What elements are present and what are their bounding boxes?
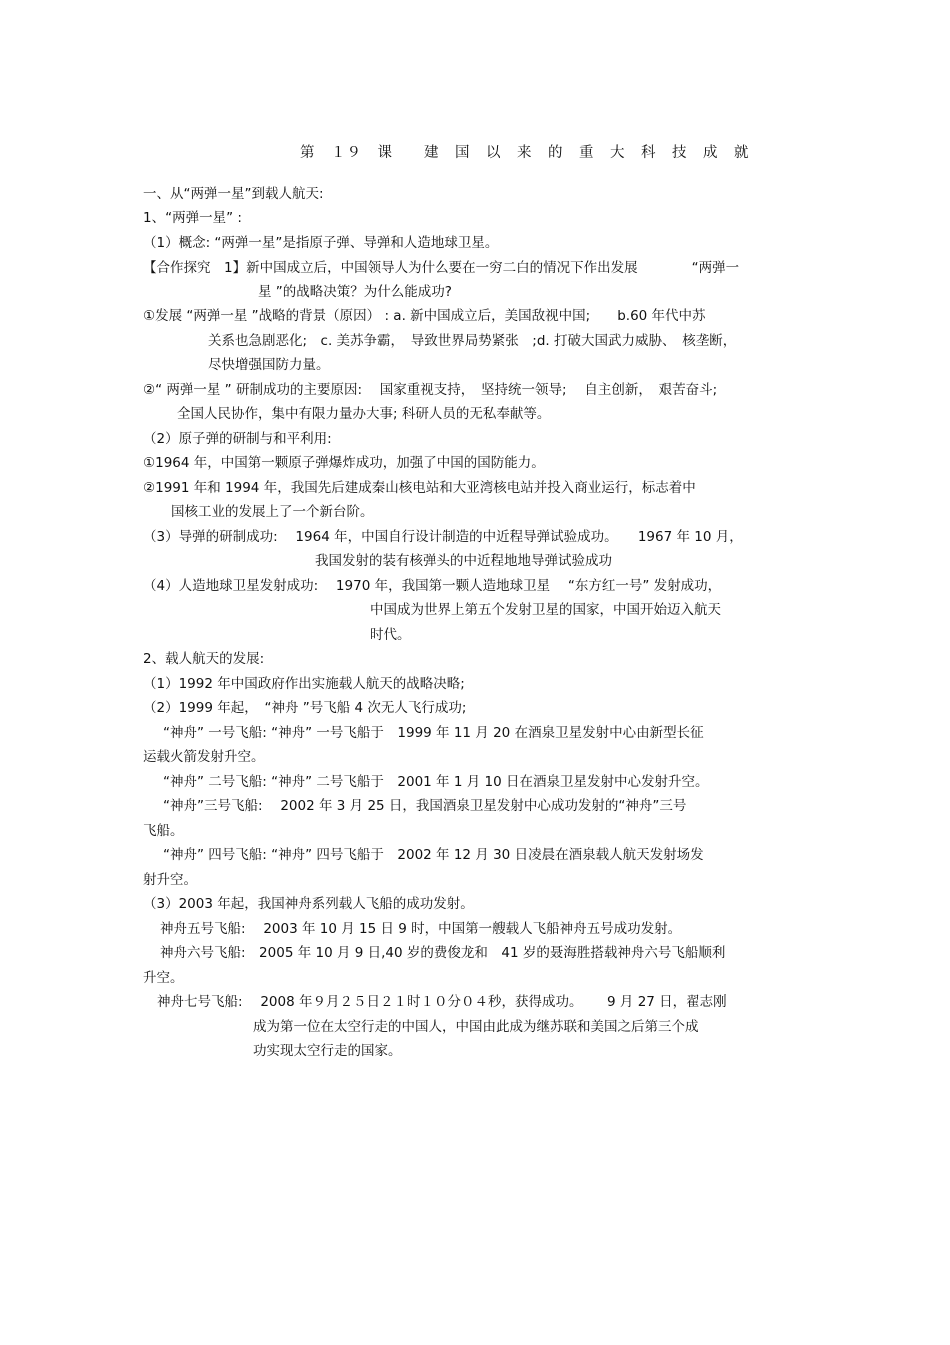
text-line: 星 ”的战略决策？为什么能成功? (258, 284, 452, 300)
text-line: 功实现太空行走的国家。 (253, 1043, 402, 1059)
text-line: 神舟七号飞船: 2008 年９月２５日２１时１０分０４秒，获得成功。 9 月 27 日，翟志刚 (157, 994, 727, 1010)
text-line: 关系也急剧恶化; c. 美苏争霸， 导致世界局势紧张 ;d. 打破大国武力威胁、 核垄断， (208, 333, 737, 349)
text-line: 射升空。 (143, 872, 197, 888)
text-line: （1）1992 年中国政府作出实施载人航天的战略决略; (143, 676, 465, 692)
text-line: 国核工业的发展上了一个新台阶。 (171, 504, 374, 520)
text-line: （3）2003 年起，我国神舟系列载人飞船的成功发射。 (143, 896, 474, 912)
text-line: 尽快增强国防力量。 (208, 357, 330, 373)
text-line: 飞船。 (143, 823, 184, 839)
text-line: （4）人造地球卫星发射成功: 1970 年，我国第一颗人造地球卫星 “东方红一号” 发射成功， (143, 578, 722, 594)
text-line: 中国成为世界上第五个发射卫星的国家，中国开始迈入航天 (370, 602, 721, 618)
text-line: 我国发射的装有核弹头的中近程地地导弹试验成功 (315, 553, 612, 569)
text-line: 时代。 (370, 627, 411, 643)
text-line: （2）1999 年起， “神舟 ”号飞船 4 次无人飞行成功; (143, 700, 467, 716)
text-line: ①1964 年，中国第一颗原子弹爆炸成功，加强了中国的国防能力。 (143, 455, 545, 471)
text-line: 成为第一位在太空行走的中国人，中国由此成为继苏联和美国之后第三个成 (253, 1019, 699, 1035)
page-title: 第 １９ 课 建 国 以 来 的 重 大 科 技 成 就 (300, 145, 750, 161)
text-line: 全国人民协作，集中有限力量办大事; 科研人员的无私奉献等。 (177, 406, 551, 422)
text-line: “神舟”三号飞船: 2002 年 3 月 25 日，我国酒泉卫星发射中心成功发射的“神舟”三号 (163, 798, 687, 814)
text-line: ①发展 “两弹一星 ”战略的背景（原因） : a. 新中国成立后，美国敌视中国; b.60 年代中苏 (143, 308, 706, 324)
subsection-heading: 1、“两弹一星” : (143, 210, 242, 226)
text-line: 运载火箭发射升空。 (143, 749, 265, 765)
text-line: 神舟五号飞船: 2003 年 10 月 15 日 9 时，中国第一艘载人飞船神舟五号成功发射。 (160, 921, 682, 937)
text-line: 神舟六号飞船: 2005 年 10 月 9 日,40 岁的费俊龙和 41 岁的聂海胜搭载神舟六号飞船顺利 (160, 945, 726, 961)
text-line: 升空。 (143, 970, 184, 986)
text-line: ②1991 年和 1994 年，我国先后建成秦山核电站和大亚湾核电站并投入商业运行，标志着中 (143, 480, 696, 496)
text-line: “神舟” 四号飞船: “神舟” 四号飞船于 2002 年 12 月 30 日凌晨在酒泉载人航天发射场发 (163, 847, 704, 863)
text-line: （1）概念: “两弹一星”是指原子弹、导弹和人造地球卫星。 (143, 235, 499, 251)
text-line: 【合作探究 1】新中国成立后，中国领导人为什么要在一穷二白的情况下作出发展 “两弹一 (143, 260, 740, 276)
subsection-heading: 2、载人航天的发展: (143, 651, 265, 667)
text-line: （2）原子弹的研制与和平利用: (143, 431, 332, 447)
text-line: ②“ 两弹一星 ” 研制成功的主要原因: 国家重视支持， 坚持统一领导; 自主创新， 艰苦奋斗; (143, 382, 718, 398)
text-line: “神舟” 二号飞船: “神舟” 二号飞船于 2001 年 1 月 10 日在酒泉卫星发射中心发射升空。 (163, 774, 709, 790)
section-heading: 一、从“两弹一星”到载人航天: (143, 186, 324, 202)
text-line: “神舟” 一号飞船: “神舟” 一号飞船于 1999 年 11 月 20 在酒泉卫星发射中心由新型长征 (163, 725, 704, 741)
text-line: （3）导弹的研制成功: 1964 年，中国自行设计制造的中近程导弹试验成功。 1967 年 10 月， (143, 529, 743, 545)
